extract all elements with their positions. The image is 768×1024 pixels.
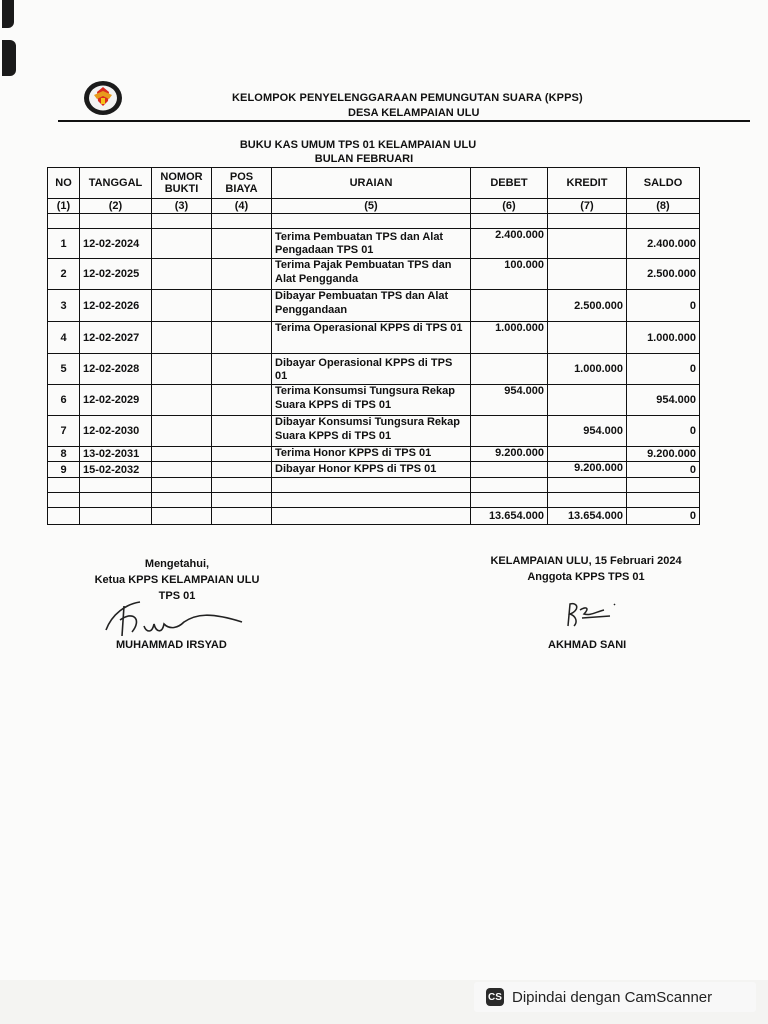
row-debit	[471, 290, 548, 322]
row-balance: 0	[627, 290, 700, 322]
signature-block-right	[486, 553, 686, 585]
row-date: 12-02-2024	[80, 229, 152, 259]
row-cost-post	[212, 447, 272, 462]
cash-ledger-table	[47, 167, 700, 525]
row-description: Terima Operasional KPPS di TPS 01	[272, 322, 471, 354]
row-proof-number	[152, 229, 212, 259]
col-header-saldo: SALDO	[627, 168, 700, 199]
row-date: 12-02-2029	[80, 385, 152, 416]
scan-edge-marks	[0, 0, 22, 80]
row-credit	[548, 229, 627, 259]
row-date: 12-02-2025	[80, 259, 152, 290]
row-credit: 954.000	[548, 416, 627, 447]
col-number: (4)	[212, 199, 272, 214]
table-row	[48, 290, 700, 322]
row-credit: 2.500.000	[548, 290, 627, 322]
row-credit: 1.000.000	[548, 354, 627, 385]
col-header-uraian: URAIAN	[272, 168, 471, 199]
table-header-row	[48, 168, 700, 199]
col-number: (2)	[80, 199, 152, 214]
blank-row	[48, 214, 700, 229]
row-description: Terima Honor KPPS di TPS 01	[272, 447, 471, 462]
row-number: 6	[48, 385, 80, 416]
col-number: (6)	[471, 199, 548, 214]
row-cost-post	[212, 229, 272, 259]
table-row	[48, 447, 700, 462]
table-row	[48, 229, 700, 259]
row-date: 12-02-2026	[80, 290, 152, 322]
row-cost-post	[212, 385, 272, 416]
col-number: (8)	[627, 199, 700, 214]
row-debit: 9.200.000	[471, 447, 548, 462]
document-month: BULAN FEBRUARI	[314, 153, 414, 165]
document-title: BUKU KAS UMUM TPS 01 KELAMPAIAN ULU	[239, 139, 477, 151]
member-name: AKHMAD SANI	[548, 639, 627, 651]
col-number: (1)	[48, 199, 80, 214]
place-date: KELAMPAIAN ULU, 15 Februari 2024	[490, 555, 682, 567]
village-title: DESA KELAMPAIAN ULU	[348, 107, 480, 119]
row-credit: 9.200.000	[548, 462, 627, 478]
chair-name: MUHAMMAD IRSYAD	[116, 639, 227, 651]
row-description: Terima Konsumsi Tungsura Rekap Suara KPPS di TPS 01	[272, 385, 471, 416]
table-row	[48, 259, 700, 290]
row-balance: 2.400.000	[627, 229, 700, 259]
row-credit	[548, 385, 627, 416]
row-number: 2	[48, 259, 80, 290]
row-cost-post	[212, 354, 272, 385]
total-debit: 13.654.000	[471, 508, 548, 525]
camscanner-icon: CS	[486, 988, 504, 1006]
row-balance: 1.000.000	[627, 322, 700, 354]
row-date: 12-02-2028	[80, 354, 152, 385]
col-number: (5)	[272, 199, 471, 214]
header-divider	[58, 120, 750, 122]
row-proof-number	[152, 462, 212, 478]
row-debit: 1.000.000	[471, 322, 548, 354]
column-number-row	[48, 199, 700, 214]
row-cost-post	[212, 462, 272, 478]
row-cost-post	[212, 290, 272, 322]
row-description: Dibayar Pembuatan TPS dan Alat Penggandaan	[272, 290, 471, 322]
row-number: 9	[48, 462, 80, 478]
row-description: Dibayar Konsumsi Tungsura Rekap Suara KPPS di TPS 01	[272, 416, 471, 447]
row-debit	[471, 462, 548, 478]
kpu-emblem-icon	[82, 78, 124, 116]
col-header-debet: DEBET	[471, 168, 548, 199]
org-title: KELOMPOK PENYELENGGARAAN PEMUNGUTAN SUARA (KPPS)	[232, 92, 583, 104]
row-cost-post	[212, 416, 272, 447]
blank-row	[48, 478, 700, 493]
row-date: 13-02-2031	[80, 447, 152, 462]
row-cost-post	[212, 259, 272, 290]
row-debit	[471, 354, 548, 385]
row-credit	[548, 447, 627, 462]
totals-row	[48, 508, 700, 525]
row-number: 1	[48, 229, 80, 259]
camscanner-label: Dipindai dengan CamScanner	[512, 988, 713, 1006]
row-debit	[471, 416, 548, 447]
row-proof-number	[152, 385, 212, 416]
col-header-tanggal: TANGGAL	[80, 168, 152, 199]
row-description: Dibayar Operasional KPPS di TPS 01	[272, 354, 471, 385]
row-proof-number	[152, 322, 212, 354]
row-number: 4	[48, 322, 80, 354]
row-description: Terima Pembuatan TPS dan Alat Pengadaan TPS 01	[272, 229, 471, 259]
col-number: (7)	[548, 199, 627, 214]
blank-row	[48, 493, 700, 508]
row-number: 3	[48, 290, 80, 322]
col-header-nomor-bukti: NOMOR BUKTI	[152, 168, 212, 199]
total-credit: 13.654.000	[548, 508, 627, 525]
chair-title: Ketua KPPS KELAMPAIAN ULU	[94, 574, 260, 586]
row-proof-number	[152, 354, 212, 385]
row-proof-number	[152, 416, 212, 447]
chair-tps: TPS 01	[158, 590, 196, 602]
row-date: 12-02-2027	[80, 322, 152, 354]
acknowledged-label: Mengetahui,	[144, 558, 210, 570]
row-balance: 2.500.000	[627, 259, 700, 290]
col-number: (3)	[152, 199, 212, 214]
row-proof-number	[152, 290, 212, 322]
row-cost-post	[212, 322, 272, 354]
camscanner-watermark	[474, 982, 756, 1012]
table-row	[48, 462, 700, 478]
row-credit	[548, 322, 627, 354]
row-balance: 954.000	[627, 385, 700, 416]
row-number: 7	[48, 416, 80, 447]
row-balance: 0	[627, 354, 700, 385]
row-credit	[548, 259, 627, 290]
col-header-pos-biaya: POS BIAYA	[212, 168, 272, 199]
member-signature	[560, 598, 620, 630]
row-balance: 0	[627, 462, 700, 478]
row-description: Dibayar Honor KPPS di TPS 01	[272, 462, 471, 478]
row-description: Terima Pajak Pembuatan TPS dan Alat Pengganda	[272, 259, 471, 290]
row-number: 8	[48, 447, 80, 462]
row-date: 15-02-2032	[80, 462, 152, 478]
col-header-no: NO	[48, 168, 80, 199]
row-number: 5	[48, 354, 80, 385]
table-row	[48, 322, 700, 354]
total-balance: 0	[627, 508, 700, 525]
table-row	[48, 354, 700, 385]
row-debit: 2.400.000	[471, 229, 548, 259]
chair-signature	[100, 596, 250, 642]
col-header-kredit: KREDIT	[548, 168, 627, 199]
member-title: Anggota KPPS TPS 01	[527, 571, 645, 583]
row-balance: 0	[627, 416, 700, 447]
row-date: 12-02-2030	[80, 416, 152, 447]
row-balance: 9.200.000	[627, 447, 700, 462]
table-row	[48, 385, 700, 416]
row-proof-number	[152, 259, 212, 290]
table-row	[48, 416, 700, 447]
row-proof-number	[152, 447, 212, 462]
row-debit: 954.000	[471, 385, 548, 416]
row-debit: 100.000	[471, 259, 548, 290]
